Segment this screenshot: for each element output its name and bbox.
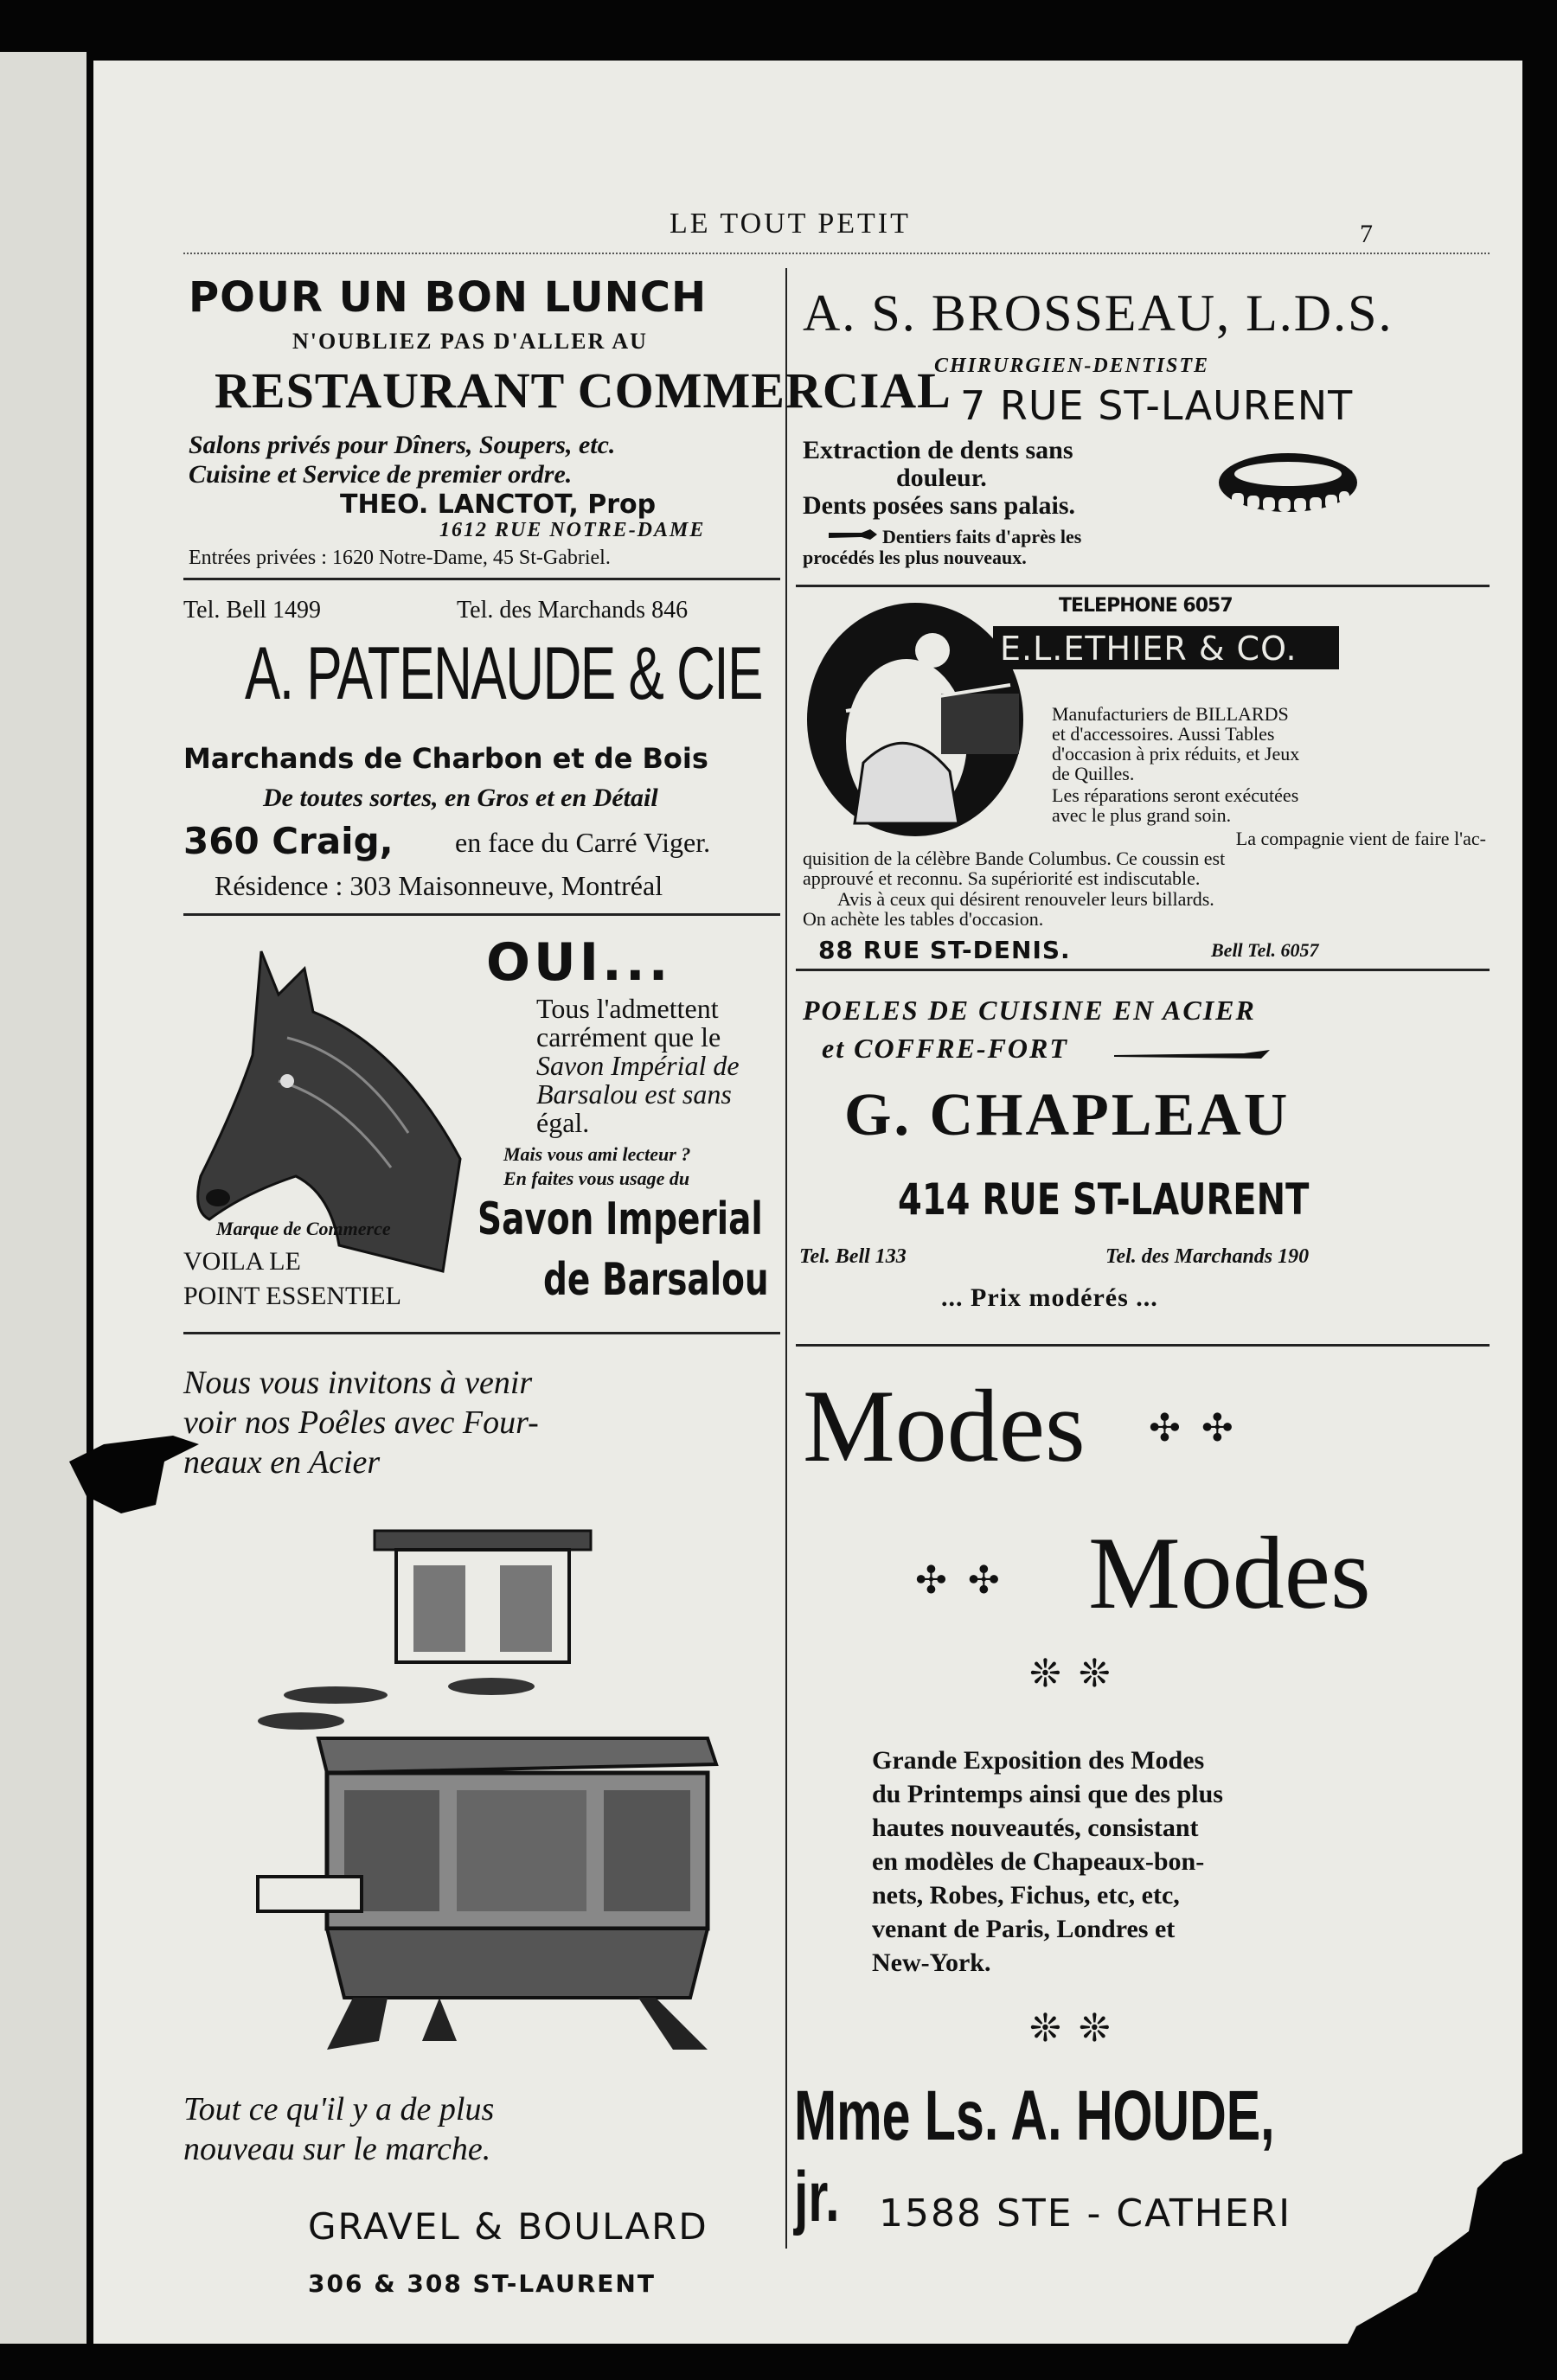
savon-text-line: Savon Impérial de <box>536 1050 740 1081</box>
savon-text-line: Tous l'admettent <box>536 993 719 1024</box>
savon-voila2: POINT ESSENTIEL <box>183 1282 401 1310</box>
patenaude-tel-marchands: Tel. des Marchands 846 <box>457 597 689 624</box>
page-number: 7 <box>1360 220 1373 248</box>
ethier-para4-line: Avis à ceux qui désirent renouveler leurs billards. <box>837 888 1214 910</box>
savon-brand2: de Barsalou <box>543 1254 769 1306</box>
gravel-tagline-line: nouveau sur le marche. <box>183 2131 491 2167</box>
rule-l3 <box>796 1344 1490 1347</box>
chapleau-name: G. CHAPLEAU <box>844 1082 1291 1148</box>
ethier-para1-line: Manufacturiers de BILLARDS <box>1052 703 1289 725</box>
patenaude-residence: Résidence : 303 Maisonneuve, Montréal <box>215 870 663 901</box>
gravel-tagline-line: Tout ce qu'il y a de plus <box>183 2091 495 2127</box>
denture-illustration <box>1214 448 1362 517</box>
restaurant-address: 1612 RUE NOTRE-DAME <box>439 519 706 541</box>
restaurant-entrances: Entrées privées : 1620 Notre-Dame, 45 St-Gabriel. <box>189 547 611 569</box>
facing-page-edge <box>0 52 86 2344</box>
modes-text-line: nets, Robes, Fichus, etc, etc, <box>872 1881 1180 1910</box>
brosseau-line1: Extraction de dents sans <box>803 436 1073 464</box>
gravel-invite <box>183 1363 539 1482</box>
brosseau-line2: douleur. <box>896 464 987 492</box>
savon-note1: Mais vous ami lecteur ? <box>503 1143 691 1165</box>
savon-trademark: Marque de Commerce <box>216 1218 391 1239</box>
ornament-icon: ✣✣ <box>1149 1406 1254 1450</box>
ethier-para3-line: La compagnie vient de faire l'ac- <box>1235 828 1486 849</box>
brosseau-line4: Dentiers faits d'après les <box>882 526 1082 547</box>
modes-text-line: New-York. <box>872 1948 991 1977</box>
restaurant-headline: POUR UN BON LUNCH <box>189 273 708 322</box>
stove-illustration <box>223 1513 759 2067</box>
ethier-para3-line: approuvé et reconnu. Sa supériorité est indiscutable. <box>803 867 1201 889</box>
chapleau-tel-marchands: Tel. des Marchands 190 <box>1105 1245 1310 1268</box>
ethier-name: E.L.ETHIER & CO. <box>1000 630 1298 668</box>
brosseau-name: A. S. BROSSEAU, L.D.S. <box>803 285 1394 342</box>
rule-r2 <box>183 913 780 916</box>
gravel-invite-line: voir nos Poêles avec Four- <box>183 1404 539 1441</box>
patenaude-trade: Marchands de Charbon et de Bois <box>183 742 708 775</box>
patenaude-sorts: De toutes sortes, en Gros et en Détail <box>263 784 658 812</box>
flourish-line <box>1114 1046 1270 1064</box>
ethier-address: 88 RUE ST-DENIS. <box>818 936 1071 964</box>
restaurant-sub: N'OUBLIEZ PAS D'ALLER AU <box>292 329 648 354</box>
ethier-para1-line: et d'accessoires. Aussi Tables <box>1052 723 1275 745</box>
header-rule <box>183 253 1490 254</box>
ornament-icon: ✣✣ <box>915 1558 1021 1603</box>
modes-word-2: Modes <box>1088 1515 1371 1630</box>
rule-l1 <box>796 585 1490 587</box>
column-divider <box>785 268 787 2249</box>
modes-text-line: hautes nouveautés, consistant <box>872 1814 1199 1842</box>
rule-r3 <box>183 1332 780 1334</box>
patenaude-address-rest: en face du Carré Viger. <box>455 827 711 858</box>
modes-text <box>872 1743 1223 1980</box>
ethier-para3-line: quisition de la célèbre Bande Columbus. Ce coussin est <box>803 848 1226 869</box>
page <box>93 61 1522 2344</box>
modes-text-line: du Printemps ainsi que des plus <box>872 1780 1223 1808</box>
restaurant-line2: Cuisine et Service de premier ordre. <box>189 460 573 489</box>
ethier-para2-line: avec le plus grand soin. <box>1052 804 1232 826</box>
chapleau-address: 414 RUE ST-LAURENT <box>898 1174 1310 1225</box>
savon-brand1: Savon Imperial <box>477 1193 763 1245</box>
gravel-name: GRAVEL & BOULARD <box>308 2205 708 2248</box>
chapleau-line2: et COFFRE-FORT <box>822 1033 1068 1064</box>
modes-text-line: Grande Exposition des Modes <box>872 1746 1205 1775</box>
chapleau-line1: POELES DE CUISINE EN ACIER <box>803 995 1256 1026</box>
ethier-para1-line: de Quilles. <box>1052 763 1135 784</box>
modes-text-line: venant de Paris, Londres et <box>872 1915 1176 1943</box>
ethier-para3 <box>803 829 1486 888</box>
page-damage-left <box>69 1427 199 1522</box>
ethier-telephone: TELEPHONE 6057 <box>1059 595 1233 617</box>
savon-headline: OUI... <box>486 932 672 993</box>
page-damage <box>1218 2153 1522 2344</box>
brosseau-line3: Dents posées sans palais. <box>803 491 1076 520</box>
ornament-icon: ❊❊ <box>1029 2006 1128 2051</box>
chapleau-prices: ... Prix modérés ... <box>941 1283 1158 1312</box>
savon-text-line: carrément que le <box>536 1021 721 1052</box>
savon-text-line: égal. <box>536 1107 590 1138</box>
ethier-name-banner <box>993 626 1339 669</box>
patenaude-name: A. PATENAUDE & CIE <box>245 632 763 715</box>
ethier-para4 <box>803 889 1214 929</box>
savon-note2: En faites vous usage du <box>503 1168 690 1189</box>
ornament-icon: ❊❊ <box>1029 1652 1128 1696</box>
gravel-invite-line: Nous vous invitons à venir <box>183 1365 533 1401</box>
restaurant-proprietor: THEO. LANCTOT, Prop <box>340 489 657 520</box>
restaurant-name: RESTAURANT COMMERCIAL <box>215 362 952 419</box>
rule-l2 <box>796 969 1490 971</box>
ethier-para2 <box>1052 785 1298 825</box>
gravel-address: 306 & 308 ST-LAURENT <box>308 2269 656 2298</box>
patenaude-address: 360 Craig, <box>183 820 394 862</box>
chapleau-tel-bell: Tel. Bell 133 <box>799 1245 907 1268</box>
ethier-para2-line: Les réparations seront exécutées <box>1052 784 1299 806</box>
patenaude-tel-bell: Tel. Bell 1499 <box>183 597 322 624</box>
savon-text <box>536 995 740 1137</box>
savon-text-line: Barsalou est sans <box>536 1078 732 1110</box>
ethier-tel: Bell Tel. 6057 <box>1211 939 1319 961</box>
gravel-invite-line: neaux en Acier <box>183 1444 381 1481</box>
brosseau-address: 7 RUE ST-LAURENT <box>960 382 1354 429</box>
restaurant-line1: Salons privés pour Dîners, Soupers, etc. <box>189 431 616 459</box>
modes-word-1: Modes <box>803 1368 1086 1483</box>
modes-text-line: en modèles de Chapeaux-bon- <box>872 1847 1205 1876</box>
modes-address: 1588 STE - CATHERI <box>879 2191 1292 2236</box>
ethier-para1 <box>1052 704 1299 784</box>
brosseau-title: CHIRURGIEN-DENTISTE <box>934 355 1210 377</box>
brosseau-line5: procédés les plus nouveaux. <box>803 547 1027 568</box>
modes-name: Mme Ls. A. HOUDE, jr. <box>794 2076 1275 2236</box>
savon-voila1: VOILA LE <box>183 1247 301 1276</box>
ethier-para4-line: On achète les tables d'occasion. <box>803 908 1044 930</box>
gravel-tagline <box>183 2089 494 2169</box>
pointing-hand-icon <box>827 526 879 545</box>
ethier-para1-line: d'occasion à prix réduits, et Jeux <box>1052 743 1300 765</box>
rule-r1 <box>183 578 780 580</box>
running-title: LE TOUT PETIT <box>670 208 911 240</box>
